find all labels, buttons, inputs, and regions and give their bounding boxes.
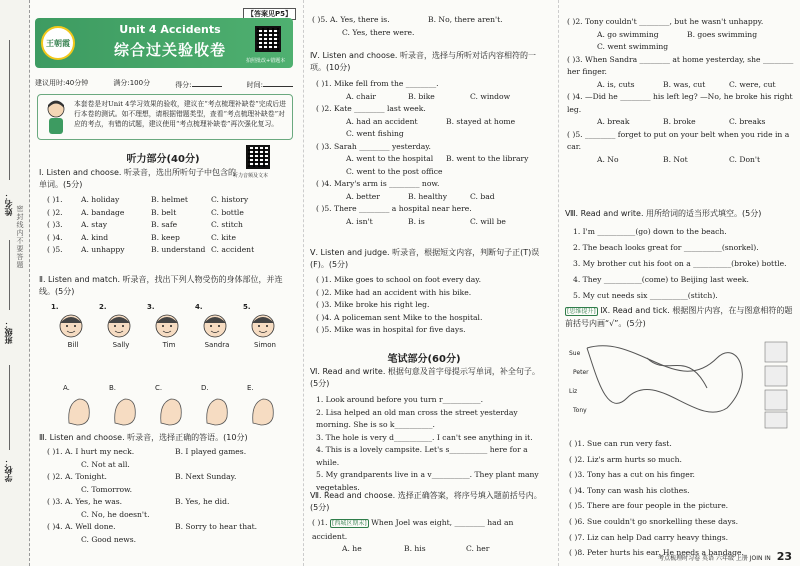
choice-row	[47, 496, 292, 509]
score-field[interactable]: 得分:	[175, 78, 221, 90]
option-b: B. broke	[663, 117, 696, 126]
person-face-icon	[243, 311, 283, 341]
question-number[interactable]: ( )3.	[316, 141, 332, 151]
option-c: C. will be	[470, 216, 506, 226]
part-letter: B.	[109, 384, 117, 392]
section-9-head: [思维提升] Ⅸ. Read and tick. 根据图片内容，在与图意相符的题前括号内画“√”。(5分)	[565, 306, 793, 328]
option-b: B. I played games.	[175, 447, 247, 456]
person-name: Sally	[112, 341, 130, 349]
question-number[interactable]: ( )3.	[47, 497, 63, 506]
option-a: A. chair	[346, 91, 377, 101]
choice-row	[316, 191, 548, 204]
question-row	[316, 103, 548, 116]
choice-row	[47, 232, 287, 245]
option-c: C. accident	[211, 245, 255, 254]
question-row	[567, 91, 795, 116]
option-b: B. bike	[408, 91, 435, 101]
choice-row	[47, 244, 287, 257]
fill-item[interactable]: 2. The beach looks great for __________(snorkel).	[573, 243, 759, 252]
name-line	[9, 40, 10, 180]
option-a: A. Well done.	[65, 522, 116, 531]
full-score: 满分:100分	[113, 79, 151, 87]
option-b: B. safe	[151, 220, 178, 229]
figure-number: 3.	[147, 303, 155, 311]
exam-meta	[35, 78, 293, 90]
option-a: A. Yes, he was.	[65, 497, 123, 506]
figure-number: 1.	[51, 303, 59, 311]
tick-item[interactable]: ( )7. Liz can help Dad carry heavy things.	[569, 532, 729, 542]
body-part-icon	[201, 393, 233, 429]
answer-tag: 【答案见P5】	[243, 8, 296, 20]
section-1-head: Ⅰ. Listen and choose. 听录音，选出所听句子中包含的单词。(5分)	[39, 168, 236, 189]
option-c: C. stitch	[211, 220, 243, 229]
class-line	[9, 240, 10, 310]
fill-item[interactable]: 4. This is a lovely campsite. Let's s__________ here for a while.	[316, 445, 528, 467]
section-9-items	[569, 436, 797, 561]
judge-item[interactable]: ( )4. A policeman sent Mike to the hospital.	[316, 312, 483, 322]
option-b: B. helmet	[151, 195, 188, 204]
judge-item[interactable]: ( )1. Mike goes to school on foot every day.	[316, 275, 482, 284]
choice-row-2	[316, 166, 548, 179]
choice-row	[567, 154, 795, 167]
question-number[interactable]: ( )4.	[316, 179, 332, 188]
section-7-head: Ⅶ. Read and choose. 选择正确答案，将序号填入题前括号内。(5分)	[310, 491, 542, 512]
question-number[interactable]: ( )2.	[47, 472, 63, 481]
fill-item[interactable]: 3. My brother cut his foot on a __________(broke) bottle.	[573, 259, 787, 268]
option-c: C. bottle	[211, 207, 244, 217]
person-name: Bill	[67, 341, 79, 349]
section-7-item-1: ( )1. [西城区期末] When Joel was eight, ________ had an accident. A. he B. his C. her	[312, 518, 514, 553]
question-number[interactable]: ( )2.	[567, 17, 583, 26]
person-figure	[51, 302, 95, 349]
body-part-figure	[247, 384, 291, 429]
option-b: B. went to the library	[446, 154, 529, 163]
date-field[interactable]: 时间:	[247, 78, 293, 90]
option-c: C. went to the post office	[346, 166, 443, 176]
brand-logo: 王朝霞	[41, 26, 75, 60]
scene-person-name: Tony	[573, 407, 587, 414]
choice-row-2	[316, 128, 548, 141]
choice-row	[47, 207, 287, 220]
person-figure	[243, 302, 287, 349]
question-text: Mary's arm is ________ now.	[334, 179, 440, 188]
option-c: C. history	[211, 195, 249, 204]
choice-row	[47, 521, 292, 534]
question-text: —Did he ________ his left leg? —No, he broke his right leg.	[567, 92, 793, 114]
section-3-head: Ⅲ. Listen and choose. 听录音，选择正确的答语。(10分)	[39, 433, 248, 442]
person-face-icon	[51, 311, 91, 341]
choice-row	[316, 91, 548, 104]
section-3-item-5: ( )5. A. Yes, there is. B. No, there aren't. C. Yes, there were.	[312, 15, 503, 37]
question-number[interactable]: ( )3.	[567, 54, 583, 64]
option-c: C. kite	[211, 232, 236, 242]
question-row	[316, 178, 548, 191]
option-b: B. keep	[151, 232, 180, 242]
section-6-items	[316, 394, 548, 494]
choice-row	[47, 471, 292, 484]
section-2-head: Ⅱ. Listen and match. 听录音，找出下列人物受伤的身体部位，并连线。(5分)	[39, 275, 283, 296]
option-c: C. window	[470, 91, 511, 101]
title-banner	[35, 18, 293, 68]
audio-qr-icon[interactable]	[246, 145, 270, 169]
question-number[interactable]: ( )1.	[316, 79, 332, 88]
option-b: B. Not	[663, 154, 688, 164]
choice-row	[567, 79, 795, 92]
option-b: B. healthy	[408, 191, 447, 201]
column-3	[558, 0, 796, 566]
body-part-icon	[155, 393, 187, 429]
person-figure	[195, 302, 239, 349]
part-letter: C.	[155, 384, 163, 392]
choice-row-2	[47, 459, 292, 472]
option-c: C. went fishing	[346, 129, 404, 138]
section-3-items	[47, 446, 292, 546]
choice-row	[567, 116, 795, 129]
fill-item[interactable]: 2. Lisa helped an old man cross the street yesterday morning. She is so k__________.	[316, 407, 518, 429]
question-number[interactable]: ( )1.	[47, 447, 63, 456]
person-figure	[99, 302, 143, 349]
qr-caption: 拍照批改+错题本	[246, 58, 286, 64]
question-text: There ________ a hospital near here.	[334, 204, 472, 213]
person-face-icon	[195, 311, 235, 341]
option-c: C. bad	[470, 191, 495, 201]
intro-text: 本套卷是对Unit 4学习效果的验收，建议在“考点梳理补缺卷”完成后进行本卷的测试。如不理想，请根据错题类型，查看“考点梳理补缺卷”对应的考点，有错的试题，建议使用“考点梳理补缺卷”再次强化复习。	[74, 100, 286, 128]
tick-item[interactable]: ( )4. Tony can wash his clothes.	[569, 485, 690, 495]
section-5-items	[316, 274, 548, 337]
question-number[interactable]: ( )4.	[47, 522, 63, 531]
option-b: B. belt	[151, 207, 177, 217]
question-text: When Sandra ________ at home yesterday, she ________ her finger.	[567, 54, 794, 76]
option-b: B. Sorry to hear that.	[175, 522, 258, 531]
option-a: A. Tonight.	[65, 472, 107, 481]
choice-row-2	[47, 484, 292, 497]
question-number[interactable]: ( )1.	[47, 195, 63, 204]
question-text: Tony couldn't ________, but he wasn't unhappy.	[585, 17, 764, 26]
option-a: A. I hurt my neck.	[65, 447, 135, 456]
tick-item[interactable]: ( )6. Sue couldn't go snorkelling these days.	[569, 516, 739, 526]
judge-item[interactable]: ( )3. Mike broke his right leg.	[316, 300, 430, 309]
intro-box	[37, 94, 293, 140]
option-c: C. went swimming	[597, 42, 669, 51]
body-part-figure	[63, 384, 107, 429]
option-a: A. No	[597, 154, 619, 164]
choice-row	[567, 29, 795, 42]
body-part-figure	[201, 384, 245, 429]
option-b: B. understand	[151, 245, 206, 254]
section-5-head: Ⅴ. Listen and judge. 听录音，根据短文内容，判断句子正(T)误(F)。(5分)	[310, 248, 540, 269]
question-row	[567, 16, 795, 29]
option-b: B. Yes, he did.	[175, 497, 230, 506]
fill-item[interactable]: 4. They __________(come) to Beijing last week.	[573, 275, 749, 284]
binding-strip	[0, 0, 30, 566]
question-row	[567, 129, 795, 154]
column-2	[303, 0, 546, 566]
option-a: A. isn't	[346, 216, 373, 226]
listening-title: 听力部分(40分)	[126, 154, 200, 165]
audio-qr-caption: 听力音频及文本	[233, 173, 269, 179]
option-a: A. had an accident	[346, 116, 418, 126]
question-number[interactable]: ( )3.	[47, 220, 63, 229]
fill-item[interactable]: 5. My grandparents live in a v__________. They plant many vegetables.	[316, 470, 539, 492]
question-number[interactable]: ( )5.	[316, 204, 332, 213]
scene-person-name: Sue	[569, 350, 581, 357]
section-7-items	[567, 16, 795, 166]
scene-person-name: Peter	[573, 369, 589, 376]
body-part-icon	[63, 393, 95, 429]
page-footer	[658, 550, 792, 563]
class-label: 班级：	[4, 320, 13, 344]
question-text: Mike fell from the ________.	[334, 79, 439, 88]
figure-number: 5.	[243, 303, 251, 311]
section-1-items	[47, 194, 287, 257]
option-a: A. break	[597, 117, 630, 126]
figure-number: 2.	[99, 303, 107, 311]
question-row	[567, 54, 795, 79]
page-number: 23	[776, 550, 792, 563]
fill-item[interactable]: 1. I'm __________(go) down to the beach.	[573, 227, 727, 236]
tick-item[interactable]: ( )8. Peter hurts his ear. He needs a bandage.	[569, 548, 744, 558]
school-line	[9, 365, 10, 450]
question-text: Kate ________ last week.	[334, 104, 426, 113]
choice-row-2	[567, 41, 795, 54]
question-row	[316, 141, 548, 154]
option-a: A. go swimming	[597, 29, 659, 39]
option-b: B. goes swimming	[687, 29, 758, 39]
writing-section	[304, 350, 544, 365]
option-b: B. Next Sunday.	[175, 472, 237, 481]
people-figures	[51, 302, 291, 352]
question-number[interactable]: ( )2.	[47, 207, 63, 217]
teacher-avatar-icon	[43, 99, 69, 135]
question-number[interactable]: ( )4.	[567, 92, 583, 101]
question-number[interactable]: ( )5.	[567, 129, 583, 139]
seal-text: 密封线内不要答题	[16, 205, 24, 269]
person-name: Tim	[162, 341, 176, 349]
section-8-items	[573, 224, 798, 304]
tick-item[interactable]: ( )1. Sue can run very fast.	[569, 439, 672, 448]
person-name: Simon	[254, 341, 276, 349]
choice-row	[316, 216, 548, 229]
tick-item[interactable]: ( )5. There are four people in the picture.	[569, 501, 729, 511]
choice-row	[47, 446, 292, 459]
body-part-icon	[247, 393, 279, 429]
option-c: C. Not at all.	[81, 459, 130, 469]
option-c: C. were, cut	[729, 79, 776, 89]
option-a: A. holiday	[81, 195, 120, 204]
option-a: A. better	[346, 191, 380, 201]
fill-item[interactable]: 5. My cut needs six __________(stitch).	[573, 291, 718, 300]
footer-text: 考点梳理时习卷 英语 六年级 上册 JOIN IN	[658, 555, 771, 562]
choice-row-2	[47, 509, 292, 522]
body-part-figure	[155, 384, 199, 429]
person-figure	[147, 302, 191, 349]
option-a: A. went to the hospital	[346, 154, 434, 163]
writing-title: 笔试部分(60分)	[387, 354, 461, 365]
option-b: B. is	[408, 216, 425, 226]
choice-row	[316, 116, 548, 129]
choice-row	[47, 194, 287, 207]
part-letter: A.	[63, 384, 70, 392]
qr-code-icon[interactable]	[255, 26, 281, 52]
fill-item[interactable]: 3. The hole is very d__________. I can't see anything in it.	[316, 432, 533, 442]
choice-row	[316, 153, 548, 166]
choice-row	[47, 219, 287, 232]
name-label: 姓名：	[4, 192, 13, 216]
unit-title: Unit 4 Accidents	[119, 23, 221, 36]
option-a: A. stay	[81, 220, 108, 229]
scene-names	[569, 350, 609, 430]
option-c: C. Tomorrow.	[81, 484, 133, 494]
question-number[interactable]: ( )4.	[47, 232, 63, 242]
question-row	[316, 203, 548, 216]
option-c: C. No, he doesn't.	[81, 509, 150, 519]
option-a: A. kind	[81, 232, 109, 242]
option-b: B. was, cut	[663, 79, 706, 89]
suggested-time: 建议用时:40分钟	[35, 79, 89, 87]
school-label: 学校：	[4, 458, 13, 482]
option-b: B. stayed at home	[446, 116, 516, 126]
option-c: C. Good news.	[81, 534, 137, 544]
question-text: Sarah ________ yesterday.	[334, 141, 431, 151]
tick-item[interactable]: ( )3. Tony has a cut on his finger.	[569, 470, 695, 480]
person-face-icon	[99, 311, 139, 341]
thinking-tag: [思维提升]	[567, 308, 596, 315]
option-a: A. is, cuts	[597, 79, 635, 89]
section-8-head: Ⅷ. Read and write. 用所给词的适当形式填空。(5分)	[565, 209, 762, 218]
exam-title: 综合过关验收卷	[113, 41, 226, 59]
option-c: C. breaks	[729, 117, 766, 126]
option-a: A. unhappy	[81, 245, 125, 254]
tick-item[interactable]: ( )2. Liz's arm hurts so much.	[569, 454, 682, 464]
body-part-icon	[109, 393, 141, 429]
question-number[interactable]: ( )5.	[47, 245, 63, 254]
judge-item[interactable]: ( )5. Mike was in hospital for five days.	[316, 325, 466, 334]
figure-number: 4.	[195, 303, 203, 311]
part-letter: E.	[247, 384, 254, 392]
column-1	[33, 0, 296, 566]
option-c: C. Don't	[729, 154, 761, 164]
question-row	[316, 78, 548, 91]
scene-person-name: Liz	[569, 388, 578, 395]
body-part-figures	[63, 384, 293, 424]
section-4-head: Ⅳ. Listen and choose. 听录音，选择与所听对话内容相符的一项。(10分)	[310, 51, 537, 72]
person-name: Sandra	[204, 341, 230, 349]
option-a: A. bandage	[81, 207, 125, 217]
question-text: ________ forget to put on your belt when you ride in a car.	[567, 129, 790, 151]
choice-row-2	[47, 534, 292, 547]
body-part-figure	[109, 384, 153, 429]
person-face-icon	[147, 311, 187, 341]
section-4-items	[316, 78, 548, 228]
judge-item[interactable]: ( )2. Mike had an accident with his bike.	[316, 287, 472, 297]
fill-item[interactable]: 1. Look around before you turn r__________.	[316, 395, 483, 404]
section-6-head: Ⅵ. Read and write. 根据句意及首字母提示写单词，补全句子。(5分)	[310, 367, 540, 388]
part-letter: D.	[201, 384, 209, 392]
question-number[interactable]: ( )2.	[316, 104, 332, 113]
